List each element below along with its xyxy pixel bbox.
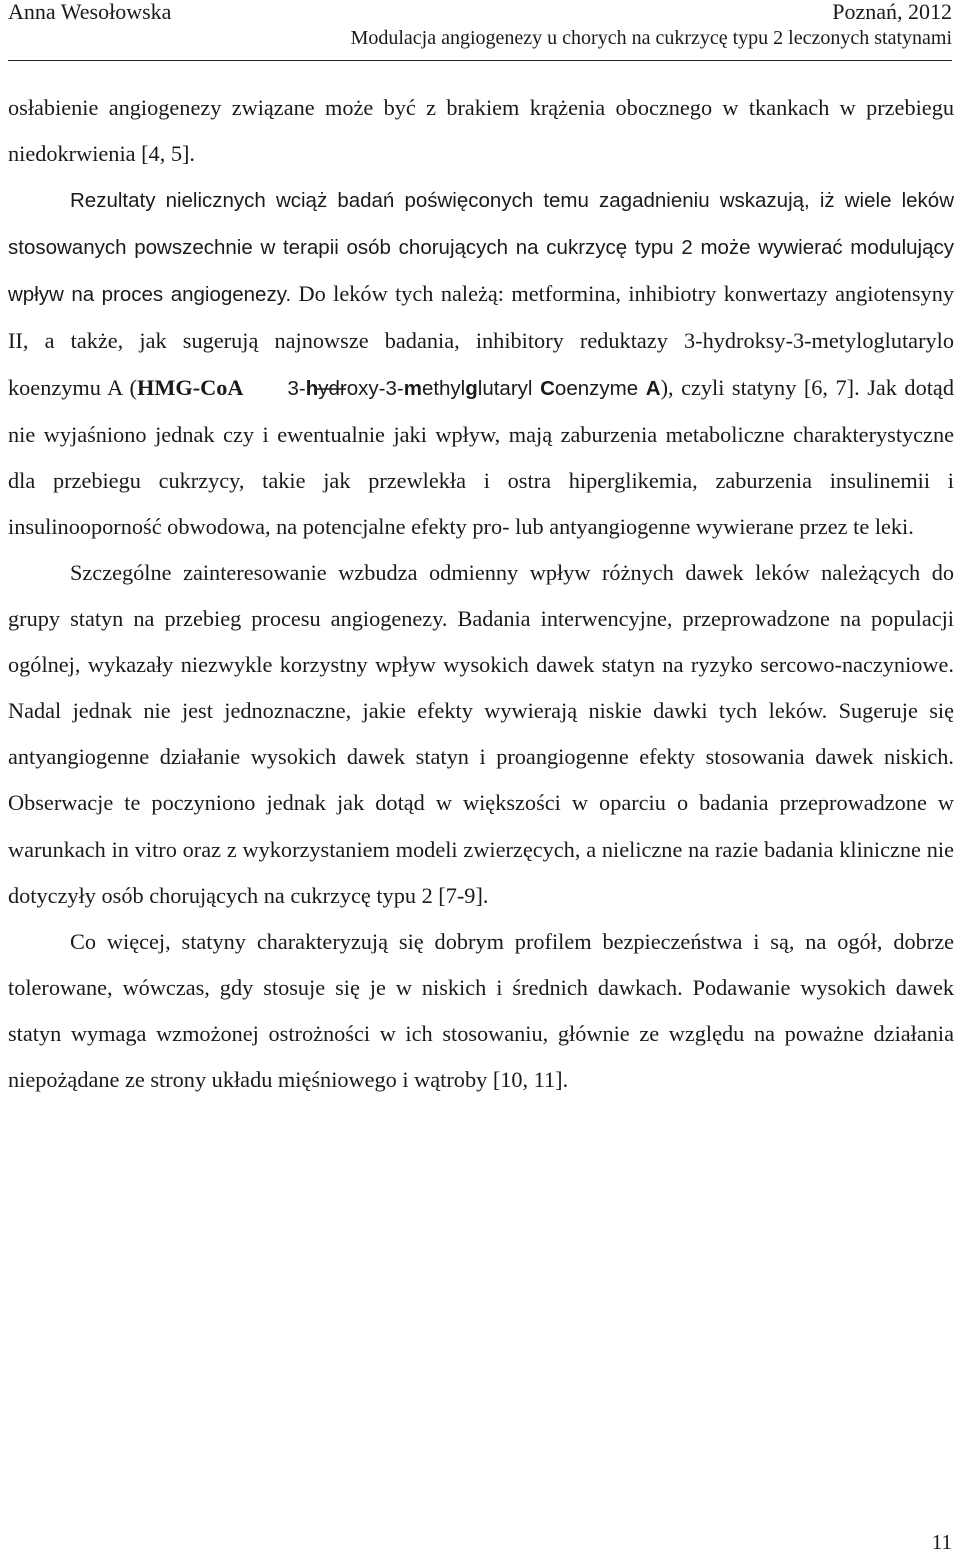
header-author: Anna Wesołowska <box>8 0 172 24</box>
expansion-part: 3- <box>287 376 306 400</box>
expansion-letter-h: h <box>305 376 319 400</box>
expansion-letter-g: g <box>465 376 478 400</box>
expansion-letter-c: C <box>540 376 555 400</box>
dash-separator <box>244 365 288 411</box>
paragraph-1-text: osłabienie angiogenezy związane może być z brakiem krążenia obocznego w tkankach w przebiegu niedokrwienia [4, 5]. <box>8 95 954 167</box>
paragraph-2-opening: Rezultaty nielicznych wciąż badań poświęconych temu zagadnieniu wskazują, iż wiele leków stosowanych powszechnie w terapii osób chorujących na cukrzycę typu 2 może wywierać modulujący wpływ na proces angiogenezy. <box>8 189 954 307</box>
paragraph-2-end: ), czyli statyny [6, 7]. Jak dotąd nie wyjaśniono jednak czy i ewentualnie jaki wpływ, mają zaburzenia metaboliczne charakterystyczne dla przebiegu cukrzycy, takie jak przewlekła i ostra hiperglikemia, zaburzenia insulinemii i insulinooporność obwodowa, na potencjalne efekty pro- lub antyangiogenne wywierane przez te leki. <box>8 374 954 539</box>
paragraph-4-text: Co więcej, statyny charakteryzują się dobrym profilem bezpieczeństwa i są, na ogół, dobrze tolerowane, wówczas, gdy stosuje się je w niskich i średnich dawkach. Podawanie wysokich dawek statyn wymaga wzmożonej ostrożności w ich stosowaniu, głównie ze względu na poważne działania niepożądane ze strony układu mięśniowego i wątroby [10, 11]. <box>8 928 954 1092</box>
header-title: Modulacja angiogenezy u chorych na cukrzycę typu 2 leczonych statynami <box>350 27 952 49</box>
page-number: 11 <box>931 1530 952 1554</box>
expansion-part: ydroxy-3- <box>318 376 404 400</box>
paragraph-3-text: Szczególne zainteresowanie wzbudza odmienny wpływ różnych dawek leków należących do grupy statyn na przebieg procesu angiogenezy. Badania interwencyjne, przeprowadzone na populacji ogólnej, wykazały niezwykle korzystny wpływ wysokich dawek statyn na ryzyko sercowo-naczyniowe. Nadal jednak nie jest jednoznaczne, jakie efekty wywierają niskie dawki tych leków. Sugeruje się antyangiogenne działanie wysokich dawek statyn i proangiogenne efekty stosowania dawek niskich. Obserwacje te poczyniono jednak jak dotąd w większości w oparciu o badania przeprowadzone w warunkach in vitro oraz z wykorzystaniem modeli zwierzęcych, a nieliczne na razie badania kliniczne nie dotyczyły osób chorujących na cukrzycę typu 2 [7-9]. <box>8 559 954 908</box>
paragraph-2 <box>8 177 954 550</box>
document-body <box>8 85 954 1103</box>
paragraph-1 <box>8 85 954 177</box>
hmg-coa-abbreviation: HMG-CoA <box>136 374 244 400</box>
expansion-part: lutaryl <box>477 376 541 400</box>
paragraph-4 <box>8 919 954 1103</box>
paragraph-2-middle: Do leków tych należą: metformina, inhibiotry konwertazy angiotensyny II, a także, jak sugerują najnowsze badania, inhibitory reduktazy 3-hydroksy-3-metyloglutarylo koenzymu A ( <box>8 281 954 400</box>
paragraph-3 <box>8 550 954 919</box>
page-header <box>8 0 952 61</box>
expansion-letter-a: A <box>645 376 661 400</box>
header-place-year: Poznań, 2012 <box>832 0 952 24</box>
expansion-part: ethyl <box>421 376 466 400</box>
expansion-letter-m: m <box>403 376 422 400</box>
expansion-part: oenzyme <box>554 376 646 400</box>
hmg-coa-expansion <box>288 377 661 400</box>
